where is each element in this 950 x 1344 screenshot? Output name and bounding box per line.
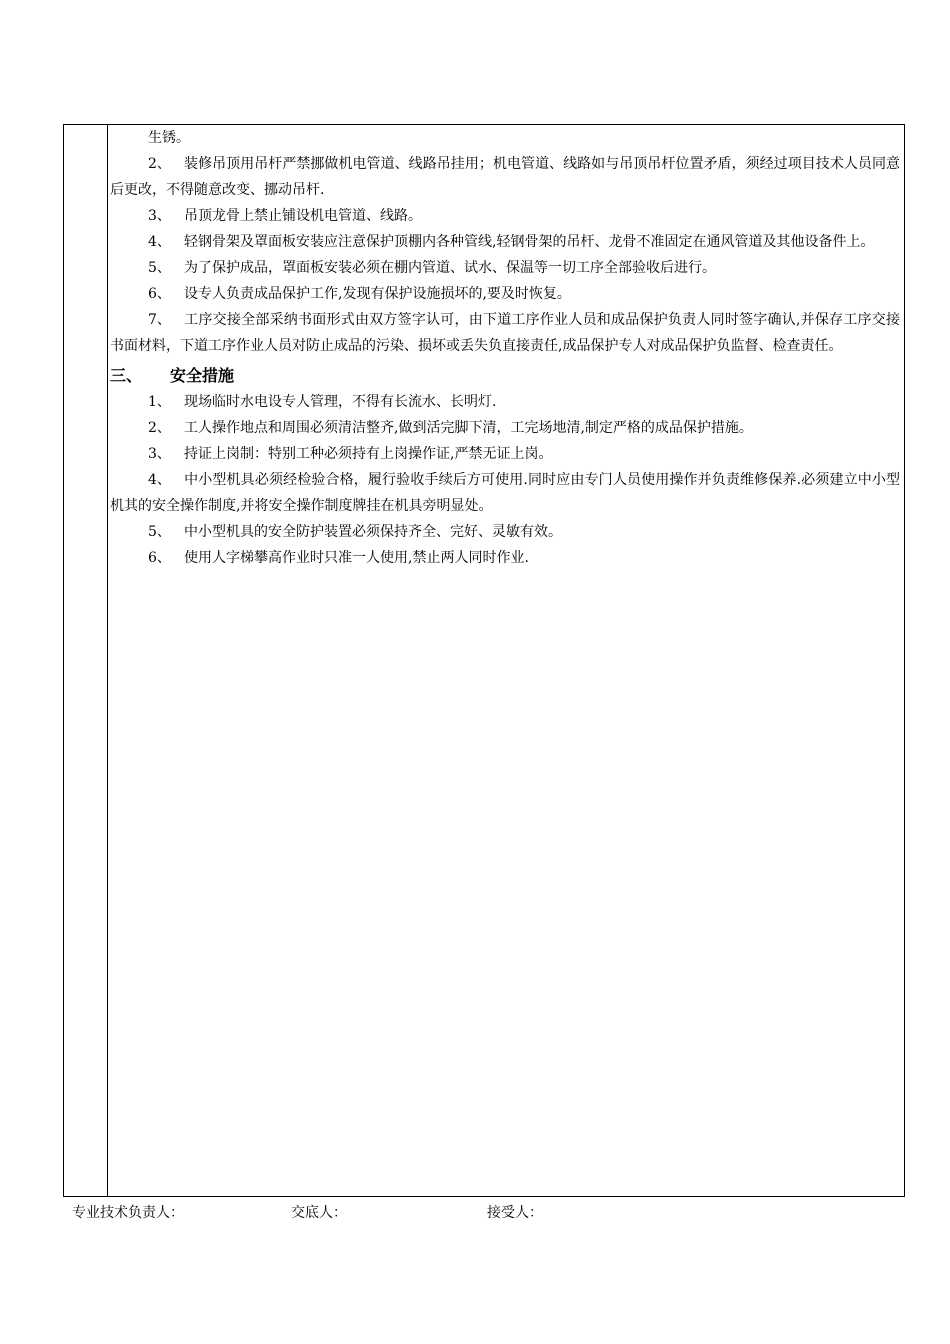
left-column xyxy=(64,125,108,1196)
tech-lead-label: 专业技术负责人： xyxy=(72,1205,184,1221)
receiver-label: 接受人： xyxy=(487,1205,543,1221)
list-item: 4、 轻钢骨架及罩面板安装应注意保护顶棚内各种管线,轻钢骨架的吊杆、龙骨不准固定在通风管道及其他设备件上。 xyxy=(148,234,875,250)
list-item: 4、 中小型机具必须经检验合格，履行验收手续后方可使用.同时应由专门人员使用操作并负责维修保养.必须建立中小型机其的安全操作制度,并将安全操作制度牌挂在机具旁明显处。 xyxy=(110,472,900,514)
list-item: 5、 中小型机具的安全防护装置必须保持齐全、完好、灵敏有效。 xyxy=(148,524,562,540)
content-area xyxy=(110,125,900,571)
list-item: 2、 装修吊顶用吊杆严禁挪做机电管道、线路吊挂用；机电管道、线路如与吊顶吊杆位置矛盾，须经过项目技术人员同意后更改，不得随意改变、挪动吊杆. xyxy=(110,156,900,198)
list-item: 7、 工序交接全部采纳书面形式由双方签字认可，由下道工序作业人员和成品保护负责人同时签字确认,并保存工序交接书面材料，下道工序作业人员对防止成品的污染、损坏或丢失负直接责任,成品保护专人对成品保护负监督、检查责任。 xyxy=(110,312,900,354)
continuation-text: 生锈。 xyxy=(148,130,190,146)
section-heading: 三、 安全措施 xyxy=(110,366,235,385)
document-frame xyxy=(63,124,905,1197)
list-item: 5、 为了保护成品，罩面板安装必须在棚内管道、试水、保温等一切工序全部验收后进行。 xyxy=(148,260,716,276)
presenter-label: 交底人： xyxy=(291,1205,347,1221)
list-item: 1、 现场临时水电设专人管理，不得有长流水、长明灯. xyxy=(148,394,497,410)
list-item: 3、 吊顶龙骨上禁止铺设机电管道、线路。 xyxy=(148,208,422,224)
list-item: 6、 使用人字梯攀高作业时只准一人使用,禁止两人同时作业. xyxy=(148,550,529,566)
list-item: 2、 工人操作地点和周围必须清洁整齐,做到活完脚下清，工完场地清,制定严格的成品保护措施。 xyxy=(148,420,753,436)
list-item: 6、 设专人负责成品保护工作,发现有保护设施损坏的,要及时恢复。 xyxy=(148,286,571,302)
list-item: 3、 持证上岗制：特别工种必须持有上岗操作证,严禁无证上岗。 xyxy=(148,446,553,462)
